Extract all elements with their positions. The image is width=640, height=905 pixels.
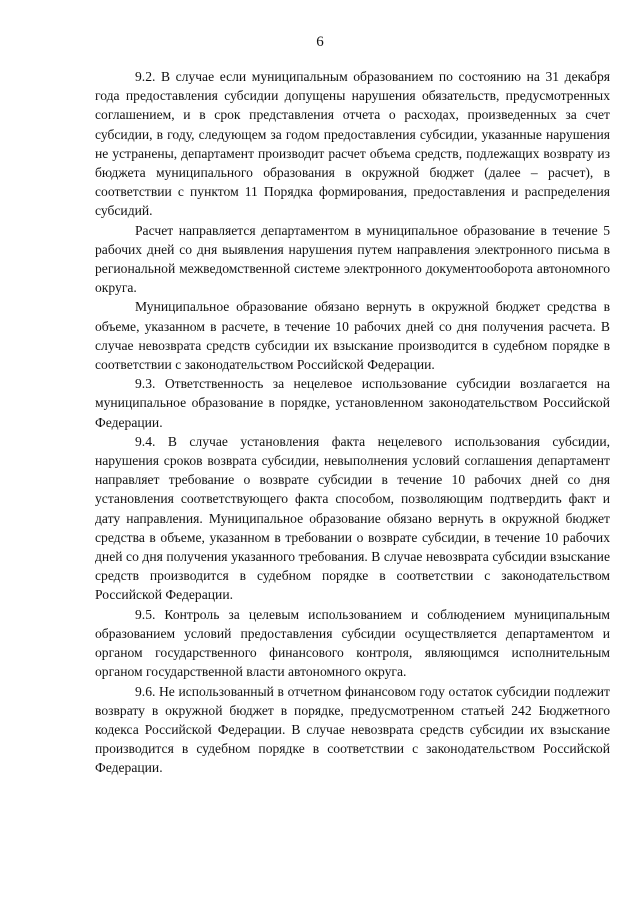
paragraph-9-6: 9.6. Не использованный в отчетном финансовом году остаток субсидии подлежит возврату в окружной бюджет в порядке, предусмотренном статьей 242 Бюджетного кодекса Российской Федерации. В случае невозврата средств субсидии их взыскание производится в судебном порядке в соответствии с законодательством Российской Федерации. <box>95 683 610 776</box>
paragraph-return-obligation: Муниципальное образование обязано вернуть в окружной бюджет средства в объеме, указанном в расчете, в течение 10 рабочих дней со дня получения расчета. В случае невозврата средств субсидии их взыскание производится в судебном порядке в соответствии с законодательством Российской Федерации. <box>95 299 610 373</box>
document-body <box>95 67 610 778</box>
paragraph-9-5: 9.5. Контроль за целевым использованием и соблюдением муниципальным образованием условий предоставления субсидии осуществляется департаментом и органом государственного финансового контроля, являющимся исполнительным органом государственной власти автономного округа. <box>95 606 610 680</box>
page-number: 6 <box>316 34 324 50</box>
paragraph-9-2: 9.2. В случае если муниципальным образованием по состоянию на 31 декабря года предоставления субсидии допущены нарушения обязательств, предусмотренных соглашением, и в срок представления отчета о расходах, произведенных за счет субсидии, в году, следующем за годом предоставления субсидии, указанные нарушения не устранены, департамент производит расчет объема средств, подлежащих возврату из бюджета муниципального образования в окружной бюджет (далее – расчет), в соответствии с пунктом 11 Порядка формирования, предоставления и распределения субсидий. <box>95 69 610 219</box>
paragraph-calculation-sent: Расчет направляется департаментом в муниципальное образование в течение 5 рабочих дней со дня выявления нарушения путем направления электронного письма в региональной межведомственной системе электронного документооборота автономного округа. <box>95 222 610 296</box>
paragraph-9-3: 9.3. Ответственность за нецелевое использование субсидии возлагается на муниципальное образование в порядке, установленном законодательством Российской Федерации. <box>95 376 610 430</box>
paragraph-9-4: 9.4. В случае установления факта нецелевого использования субсидии, нарушения сроков возврата субсидии, невыполнения условий соглашения департамент направляет требование о возврате субсидии в течение 10 рабочих дней со дня установления соответствующего факта способом, позволяющим подтвердить факт и дату направления. Муниципальное образование обязано вернуть в окружной бюджет средства в объеме, указанном в требовании о возврате субсидии, в течение 10 рабочих дней со дня получения указанного требования. В случае невозврата субсидии взыскание средств производится в судебном порядке в соответствии с законодательством Российской Федерации. <box>95 433 610 603</box>
